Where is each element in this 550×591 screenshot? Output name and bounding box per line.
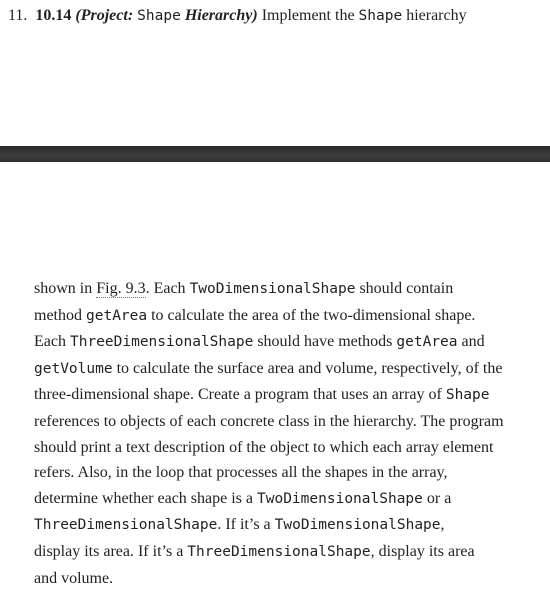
code-three-dimensional-shape: ThreeDimensionalShape	[34, 517, 218, 534]
exercise-intro-code: Shape	[358, 8, 403, 24]
exercise-number: 11.	[8, 7, 28, 24]
body-text: , display its area	[370, 542, 475, 560]
code-get-area: getArea	[86, 307, 148, 324]
body-text: . Each	[145, 280, 186, 297]
exercise-title-code: Shape	[137, 8, 181, 24]
body-text: ,	[440, 516, 445, 534]
exercise-body	[34, 276, 542, 591]
code-get-volume: getVolume	[34, 360, 113, 377]
body-text: . If it’s a	[217, 516, 271, 534]
body-line-4	[34, 356, 542, 383]
body-line-5	[34, 382, 542, 409]
body-line-11	[34, 539, 542, 566]
body-text: should have methods	[257, 333, 393, 351]
body-line-7: should print a text description of the object to which each array element	[34, 438, 494, 456]
code-shape: Shape	[445, 387, 490, 404]
body-text: determine whether each shape is a	[34, 489, 254, 507]
body-text: Each	[34, 333, 66, 351]
exercise-id: 10.14	[35, 7, 72, 24]
body-text: display its area. If it’s a	[34, 542, 184, 560]
code-two-dimensional-shape: TwoDimensionalShape	[274, 517, 441, 534]
code-two-dimensional-shape: TwoDimensionalShape	[257, 490, 423, 507]
body-line-12: and volume.	[34, 569, 114, 587]
body-line-6: references to objects of each concrete class in the hierarchy. The program	[34, 412, 504, 430]
page-divider-bar	[0, 146, 550, 162]
body-line-8: refers. Also, in the loop that processes all the shapes in the array,	[34, 464, 448, 482]
body-line-3	[34, 329, 542, 356]
body-text: shown in	[34, 280, 93, 297]
body-text: to calculate the area of the two-dimensional shape.	[151, 306, 476, 324]
body-text: three-dimensional shape. Create a program that uses an array of	[34, 386, 442, 404]
body-line-9	[34, 486, 542, 513]
code-get-area: getArea	[396, 334, 458, 351]
body-text: and	[461, 333, 485, 351]
exercise-title-close: Hierarchy)	[184, 7, 258, 24]
code-three-dimensional-shape: ThreeDimensionalShape	[187, 543, 371, 560]
figure-link[interactable]: Fig. 9.3	[96, 280, 146, 297]
exercise-title-open: (Project:	[75, 7, 134, 24]
exercise-heading	[8, 5, 548, 27]
code-three-dimensional-shape: ThreeDimensionalShape	[69, 334, 254, 351]
body-text: or a	[426, 489, 452, 507]
body-text: to calculate the surface area and volume, respectively, of the	[116, 359, 503, 377]
body-line-1	[34, 276, 542, 303]
exercise-intro-text: Implement the	[261, 7, 355, 24]
code-two-dimensional-shape: TwoDimensionalShape	[189, 281, 356, 297]
exercise-intro-end: hierarchy	[406, 7, 467, 24]
body-line-2	[34, 303, 542, 330]
body-line-10	[34, 512, 542, 539]
body-text: method	[34, 306, 82, 324]
body-text: should contain	[359, 280, 454, 297]
